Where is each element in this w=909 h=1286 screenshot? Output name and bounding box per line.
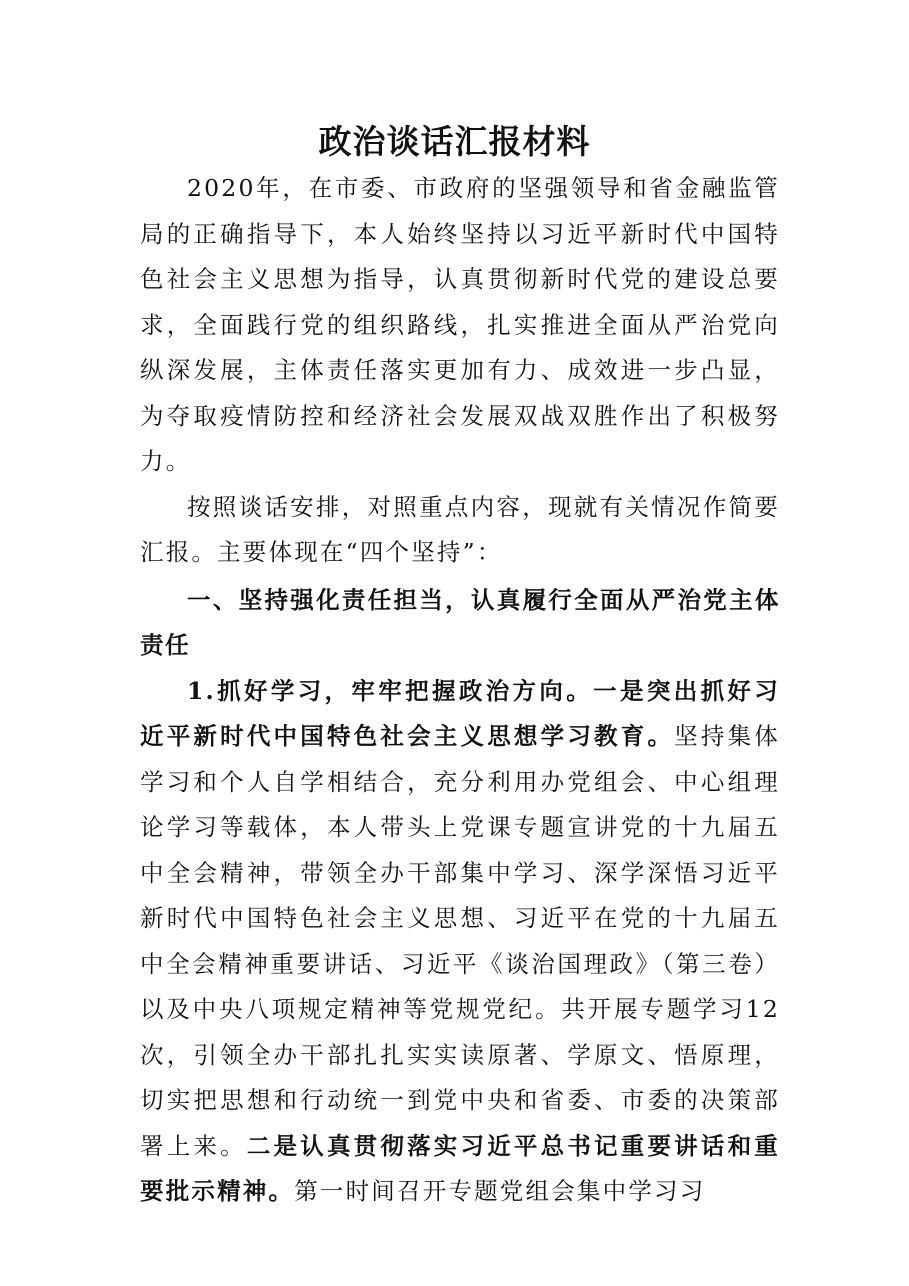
paragraph-item-1 [140, 669, 780, 1215]
section-heading-1: 一、坚持强化责任担当，认真履行全面从严治党主体责任 [140, 585, 780, 659]
document-title: 政治谈话汇报材料 [318, 122, 591, 161]
paragraph-intro: 2020年，在市委、市政府的坚强领导和省金融监管局的正确指导下，本人始终坚持以习近平新时代中国特色社会主义思想为指导，认真贯彻新时代党的建设总要求，全面践行党的组织路线，扎实推进全面从严治党向纵深发展，主体责任落实更加有力、成效进一步凸显，为夺取疫情防控和经济社会发展双战双胜作出了积极努力。 [140, 174, 780, 475]
item-1-bold-second: 二是认真贯彻落实习近平总书记重要讲话和重要批示精神。 [140, 1131, 780, 1205]
item-1-tail: 第一时间召开专题党组会集中学习习 [294, 1177, 706, 1205]
document-body [140, 166, 780, 1215]
item-1-bold-lead: 1.抓好学习，牢牢把握政治方向。一是突出抓好习近平新时代中国特色社会主义思想学习教育。 [140, 676, 780, 750]
item-1-text: 坚持集体学习和个人自学相结合，充分利用办党组会、中心组理论学习等载体，本人带头上党课专题宣讲党的十九届五中全会精神，带领全办干部集中学习、深学深悟习近平新时代中国特色社会主义思想、习近平在党的十九届五中全会精神重要讲话、习近平《谈治国理政》（第三卷）以及中央八项规定精神等党规党纪。共开展专题学习12次，引领全办干部扎扎实实读原著、学原文、悟原理，切实把思想和行动统一到党中央和省委、市委的决策部署上来。 [140, 722, 780, 1160]
paragraph-arrangement: 按照谈话安排，对照重点内容，现就有关情况作简要汇报。主要体现在“四个坚持”： [140, 492, 780, 566]
